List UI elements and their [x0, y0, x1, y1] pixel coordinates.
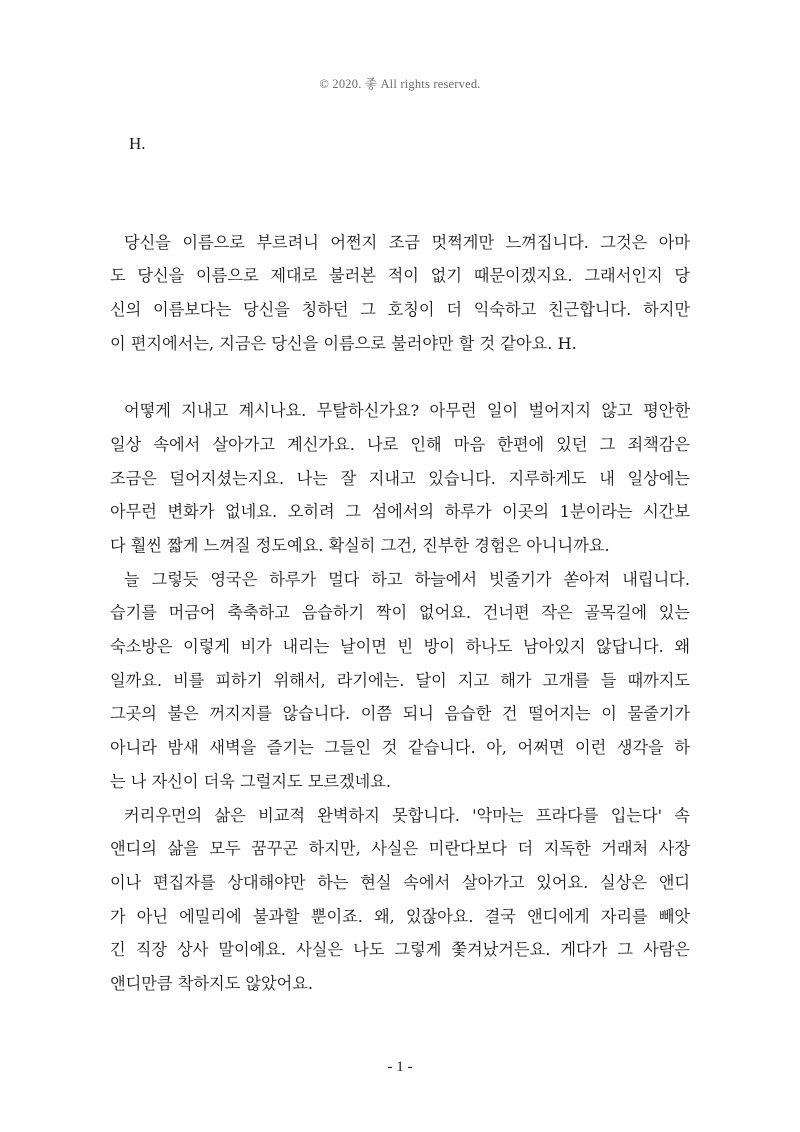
text-line: 일상 속에서 살아가고 계신가요. 나로 인해 마음 한편에 있던 그 죄책감은: [110, 435, 690, 454]
text-line: 도 당신을 이름으로 제대로 불러본 적이 없기 때문이겠지요. 그래서인지 당: [110, 266, 690, 285]
text-line: 그곳의 불은 꺼지지를 않습니다. 이쯤 되니 음습한 건 떨어지는 이 물줄기가: [110, 704, 690, 723]
copyright-header: © 2020. 좋 All rights reserved.: [319, 77, 481, 91]
text-line: 앤디의 삶을 모두 꿈꾸곤 하지만, 사실은 미란다보다 더 지독한 거래처 사장: [110, 839, 690, 858]
text-line: 늘 그렇듯 영국은 하루가 멀다 하고 하늘에서 빗줄기가 쏟아져 내립니다.: [124, 570, 690, 589]
text-line: 아니라 밤새 새벽을 즐기는 그들인 것 같습니다. 아, 어쩌면 이런 생각을 하: [110, 738, 690, 757]
text-line: 습기를 머금어 축축하고 음습하기 짝이 없어요. 건너편 작은 골목길에 있는: [110, 603, 690, 622]
text-line: 어떻게 지내고 계시나요. 무탈하신가요? 아무런 일이 벌어지지 않고 평안한: [124, 401, 690, 420]
salutation: H.: [129, 134, 146, 153]
text-line: 는 나 자신이 더욱 그럴지도 모르겠네요.: [110, 772, 392, 791]
text-line: 조금은 덜어지셨는지요. 나는 잘 지내고 있습니다. 지루하게도 내 일상에는: [110, 469, 690, 488]
text-line: 커리우먼의 삶은 비교적 완벽하지 못합니다. '악마는 프라다를 입는다' 속: [124, 806, 690, 825]
text-line: 긴 직장 상사 말이에요. 사실은 나도 그렇게 쫓겨났거든요. 게다가 그 사람은: [110, 940, 690, 959]
text-line: 숙소방은 이렇게 비가 내리는 날이면 빈 방이 하나도 남아있지 않답니다. 왜: [110, 637, 690, 656]
text-line: 이 편지에서는, 지금은 당신을 이름으로 불러야만 할 것 같아요. H.: [110, 334, 577, 353]
text-line: 다 훨씬 짧게 느껴질 정도예요. 확실히 그건, 진부한 경험은 아니니까요.: [110, 536, 610, 555]
text-line: 당신을 이름으로 부르려니 어쩐지 조금 멋쩍게만 느껴집니다. 그것은 아마: [124, 233, 690, 252]
text-line: 아무런 변화가 없네요. 오히려 그 섬에서의 하루가 이곳의 1분이라는 시간보: [110, 502, 690, 521]
text-line: 앤디만큼 착하지도 않았어요.: [110, 974, 314, 993]
text-line: 가 아닌 에밀리에 불과할 뿐이죠. 왜, 있잖아요. 결국 앤디에게 자리를 빼앗: [110, 907, 690, 926]
page-number: - 1 -: [387, 1059, 413, 1075]
text-line: 이나 편집자를 상대해야만 하는 현실 속에서 살아가고 있어요. 실상은 앤디: [110, 873, 690, 892]
text-line: 일까요. 비를 피하기 위해서, 라기에는. 달이 지고 해가 고개를 들 때까지도: [110, 671, 690, 690]
text-line: 신의 이름보다는 당신을 칭하던 그 호칭이 더 익숙하고 친근합니다. 하지만: [110, 300, 690, 319]
